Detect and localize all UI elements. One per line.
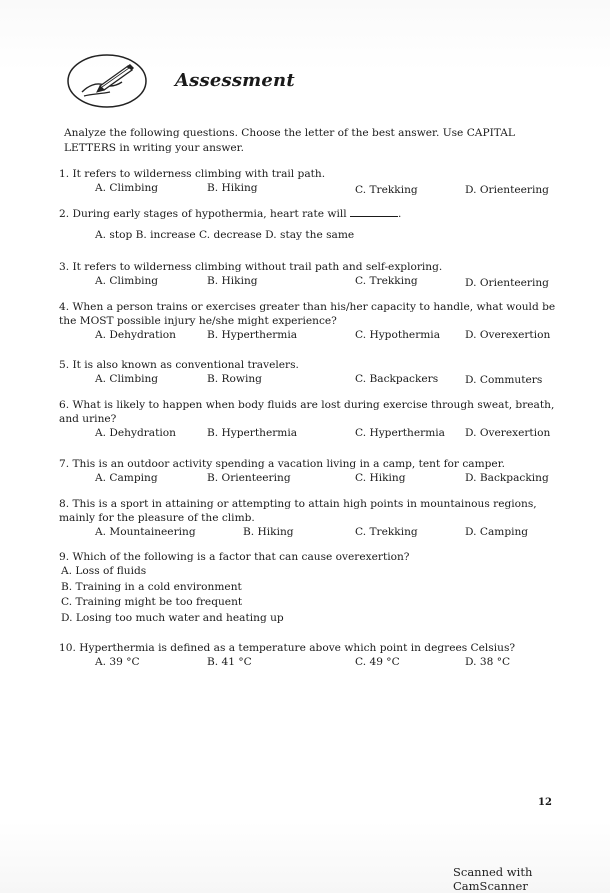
question-1	[59, 167, 559, 196]
option-a: A. Dehydration	[95, 427, 176, 439]
option-d: D. Losing too much water and heating up	[61, 611, 284, 624]
question-9	[59, 550, 559, 626]
option-d: D. Backpacking	[465, 472, 549, 484]
option-d: D. Camping	[465, 526, 529, 538]
option-b: B. Orienteering	[207, 472, 291, 484]
scanner-watermark: Scanned with CamScanner	[453, 865, 533, 893]
option-c: C. Trekking	[355, 526, 418, 538]
question-8	[59, 497, 559, 540]
option-b: B. Training in a cold environment	[61, 580, 242, 593]
option-c: C. Backpackers	[355, 373, 439, 385]
question-stem: 5. It is also known as conventional travelers.	[59, 359, 299, 371]
option-a: A. Climbing	[95, 182, 159, 194]
option-c: C. Hiking	[355, 472, 406, 484]
instructions: Analyze the following questions. Choose the letter of the best answer. Use CAPITAL LETTERS in writing your answer.	[64, 127, 515, 154]
option-c: C. Trekking	[355, 275, 418, 287]
option-b: B. Hiking	[243, 526, 294, 538]
question-stem: 2. During early stages of hypothermia, heart rate will	[59, 208, 347, 220]
question-2	[59, 207, 559, 242]
answer-blank	[350, 208, 398, 217]
option-d: D. Overexertion	[465, 329, 551, 341]
option-b: B. Rowing	[207, 373, 262, 385]
page-number: 12	[538, 797, 552, 808]
page-title: Assessment	[175, 70, 295, 91]
question-10	[59, 641, 559, 670]
question-stem: 4. When a person trains or exercises greater than his/her capacity to handle, what would be the MOST possible injury he/she might experience?	[59, 301, 556, 327]
option-b: B. Hiking	[207, 182, 258, 194]
question-stem: 7. This is an outdoor activity spending a vacation living in a camp, tent for camper.	[59, 458, 505, 470]
option-a: A. Loss of fluids	[61, 565, 147, 577]
option-b: B. Hiking	[207, 275, 258, 287]
option-d: D. Orienteering	[465, 184, 549, 196]
option-b: B. 41 °C	[207, 656, 252, 668]
option-c: C. Training might be too frequent	[61, 596, 243, 608]
pencil-writing-icon	[66, 52, 148, 110]
option-c: C. Trekking	[355, 184, 418, 196]
question-5	[59, 358, 559, 387]
question-stem: 1. It refers to wilderness climbing with trail path.	[59, 168, 326, 180]
option-a: A. 39 °C	[95, 656, 140, 668]
option-d: D. Orienteering	[465, 277, 549, 289]
option-a: A. Camping	[95, 472, 158, 484]
option-c: C. 49 °C	[355, 656, 400, 668]
question-stem-end: .	[397, 208, 402, 220]
options-inline: A. stop B. increase C. decrease D. stay the same	[95, 229, 355, 241]
question-7	[59, 457, 559, 486]
question-4	[59, 300, 559, 343]
question-stem: 6. What is likely to happen when body fluids are lost during exercise through sweat, breath, and urine?	[59, 399, 555, 425]
option-a: A. Mountaineering	[95, 526, 196, 538]
option-d: D. Commuters	[465, 374, 543, 386]
question-stem: 3. It refers to wilderness climbing without trail path and self-exploring.	[59, 261, 443, 273]
option-a: A. Climbing	[95, 373, 159, 385]
option-d: D. 38 °C	[465, 656, 511, 668]
option-c: C. Hypothermia	[355, 329, 441, 341]
question-stem: 9. Which of the following is a factor that can cause overexertion?	[59, 551, 410, 563]
question-6	[59, 398, 559, 441]
option-b: B. Hyperthermia	[207, 427, 298, 439]
option-a: A. Dehydration	[95, 329, 176, 341]
option-c: C. Hyperthermia	[355, 427, 445, 439]
option-d: D. Overexertion	[465, 427, 551, 439]
question-stem: 10. Hyperthermia is defined as a temperature above which point in degrees Celsius?	[59, 642, 516, 654]
option-b: B. Hyperthermia	[207, 329, 298, 341]
question-stem: 8. This is a sport in attaining or attempting to attain high points in mountainous regions, mainly for the pleasure of the climb.	[59, 498, 537, 524]
question-3	[59, 260, 559, 289]
option-a: A. Climbing	[95, 275, 159, 287]
